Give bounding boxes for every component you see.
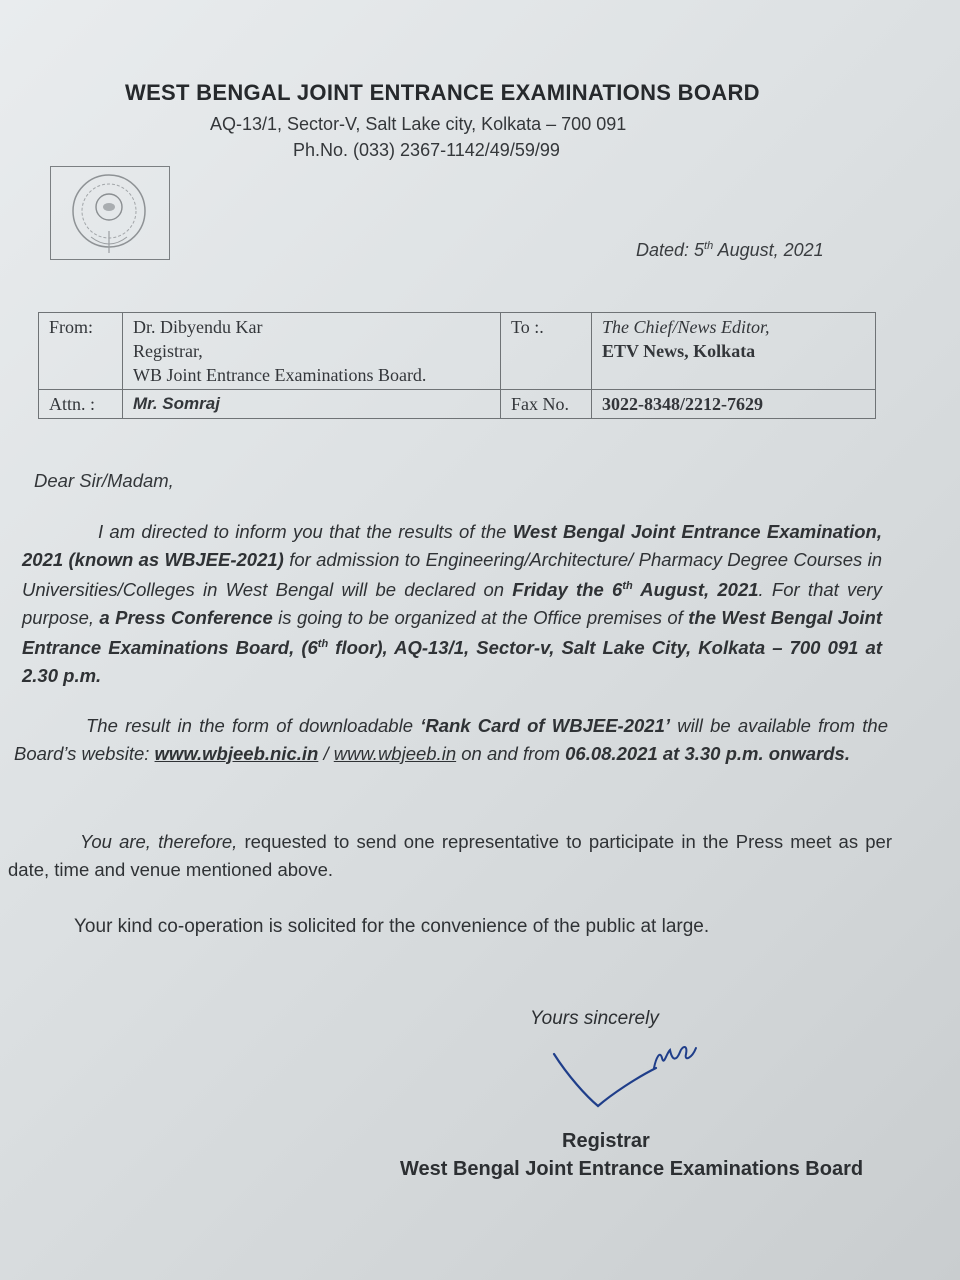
address-table (38, 312, 876, 419)
signatory-organization: West Bengal Joint Entrance Examinations Board (400, 1158, 864, 1180)
paragraph-rank-card: The result in the form of downloadable ‘Rank Card of WBJEE-2021’ will be available from the Board’s website: www.wbjeeb.nic.in / www.wbjeeb.in on and from 06.08.2021 at 3.30 p.m. onwards. (14, 715, 888, 764)
seal-emblem-icon (51, 167, 168, 258)
to-line1: The Chief/News Editor, (602, 317, 770, 337)
to-label: To :. (501, 313, 592, 390)
fax-value: 3022-8348/2212-7629 (592, 390, 876, 419)
fax-label: Fax No. (501, 390, 592, 419)
attn-label: Attn. : (39, 390, 123, 419)
website-link-wbjeeb[interactable]: www.wbjeeb.in (333, 742, 457, 764)
from-org: WB Joint Entrance Examinations Board. (133, 365, 427, 385)
paragraph-cooperation: Your kind co-operation is solicited for the convenience of the public at large. (74, 916, 710, 937)
board-title: WEST BENGAL JOINT ENTRANCE EXAMINATIONS BOARD (125, 80, 760, 105)
signatory-designation: Registrar (562, 1130, 650, 1152)
paragraph-request-representative: You are, therefore, requested to send one representative to participate in the Press meet as per date, time and venue mentioned above. (8, 831, 892, 880)
closing-sincerely: Yours sincerely (530, 1008, 659, 1029)
letter-date: Dated: 5th August, 2021 (636, 240, 824, 260)
board-address: AQ-13/1, Sector-V, Salt Lake city, Kolkata – 700 091 (210, 114, 627, 134)
paragraph-results-announcement: I am directed to inform you that the results of the West Bengal Joint Entrance Examination, 2021 (known as WBJEE-2021) for admission to Engineering/Architecture/ Pharmacy Degree Courses in Universities/Colleges in West Bengal will be declared on Friday the 6th August, 2021. For that very purpose, a Press Conference is going to be organized at the Office premises of the West Bengal Joint Entrance Examinations Board, (6th floor), AQ-13/1, Sector-v, Salt Lake City, Kolkata – 700 091 at 2.30 p.m. (22, 521, 883, 686)
handwritten-signature (550, 1028, 710, 1112)
website-link-nic[interactable]: www.wbjeeb.nic.in (154, 742, 319, 764)
from-title: Registrar, (133, 341, 203, 361)
from-label: From: (39, 313, 123, 390)
from-name: Dr. Dibyendu Kar (133, 317, 263, 337)
board-seal-logo (50, 166, 170, 260)
salutation: Dear Sir/Madam, (34, 470, 174, 491)
from-details (123, 313, 501, 390)
to-line2: ETV News, Kolkata (602, 341, 756, 361)
board-phone: Ph.No. (033) 2367-1142/49/59/99 (293, 140, 560, 160)
to-details (592, 313, 876, 390)
attn-value: Mr. Somraj (123, 390, 501, 419)
